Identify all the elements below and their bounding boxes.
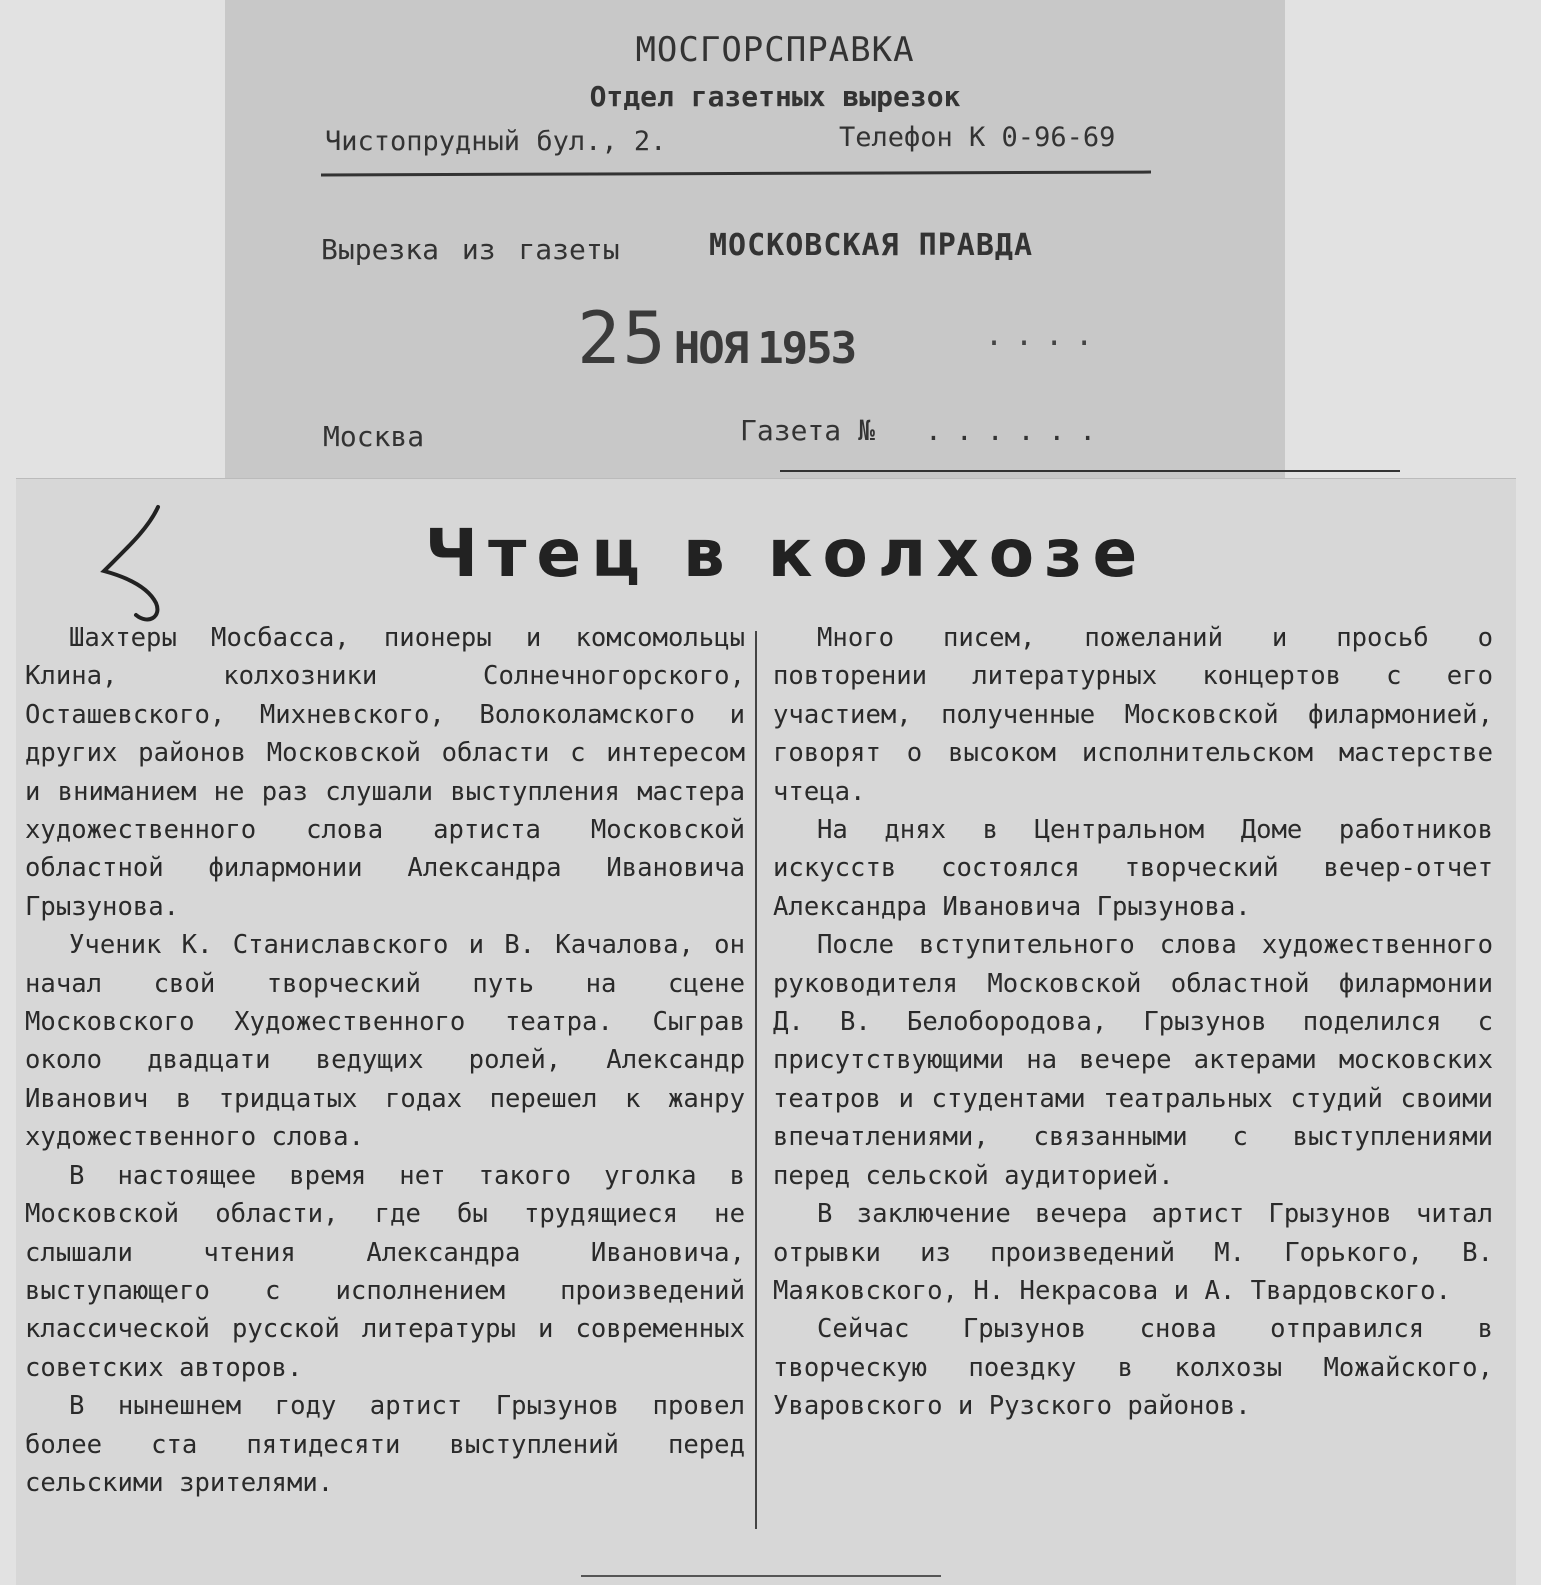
date-stamp [577, 296, 855, 380]
issue-label: Газета № [740, 414, 875, 447]
issue-dots: ...... [925, 414, 1111, 447]
paragraph: В настоящее время нет такого уголка в Московской области, где бы трудящиеся не слышали чтения Александра Ивановича, выступающего с исполнением произведений классической русской литературы и современных советских авторов. [25, 1160, 745, 1383]
newspaper-name: МОСКОВСКАЯ ПРАВДА [709, 228, 1034, 263]
organization-name: МОСГОРСПРАВКА [635, 30, 915, 70]
footer-rule [581, 1575, 941, 1577]
department-name: Отдел газетных вырезок [589, 80, 961, 113]
article-right-column [773, 619, 1493, 1426]
header-divider [321, 171, 1151, 177]
column-divider [755, 631, 757, 1529]
paragraph: Много писем, пожеланий и просьб о повторении литературных концертов с его участием, полученные Московской филармонией, говорят о высоком исполнительском мастерстве чтеца. [773, 623, 1493, 807]
paragraph: Ученик К. Станиславского и В. Качалова, он начал свой творческий путь на сцене Московского Художественного театра. Сыграв около двадцати ведущих ролей, Александр Иванович в тридцатых годах перешел к жанру художественного слова. [25, 930, 745, 1153]
date-trailing-dots: .... [985, 318, 1106, 353]
paragraph: В заключение вечера артист Грызунов читал отрывки из произведений М. Горького, В. Маяковского, Н. Некрасова и А. Твардовского. [773, 1199, 1493, 1306]
clipping-from-label: Вырезка из газеты [321, 233, 620, 266]
address: Чистопрудный бул., 2. [325, 126, 667, 157]
paragraph: Шахтеры Мосбасса, пионеры и комсомольцы Клина, колхозники Солнечногорского, Осташевского, Михневского, Волоколамского и других районов Московской области с интересом и вниманием не раз слушали выступления мастера художественного слова артиста Московской областной филармонии Александра Ивановича Грызунова. [25, 623, 745, 922]
paragraph: После вступительного слова художественного руководителя Московской областной филармонии Д. В. Белобородова, Грызунов поделился с присутствующими на вечере актерами московских театров и студентами театральных студий своими впечатлениями, связанными с выступлениями перед сельской аудиторией. [773, 930, 1493, 1191]
article-left-column [25, 619, 745, 1502]
date-day: 25 [577, 296, 668, 380]
issue-underline [780, 470, 1400, 472]
article-title: Чтец в колхозе [424, 515, 1148, 592]
city: Москва [323, 420, 425, 453]
phone: Телефон К 0-96-69 [839, 122, 1116, 153]
date-month: НОЯ [673, 323, 748, 374]
paragraph: В нынешнем году артист Грызунов провел более ста пятидесяти выступлений перед сельскими зрителями. [25, 1391, 745, 1498]
date-year: 1953 [757, 323, 856, 374]
paragraph: На днях в Центральном Доме работников искусств состоялся творческий вечер-отчет Александра Ивановича Грызунова. [773, 815, 1493, 922]
paragraph: Сейчас Грызунов снова отправился в творческую поездку в колхозы Можайского, Уваровского и Рузского районов. [773, 1314, 1493, 1422]
newspaper-clipping [16, 478, 1516, 1585]
clipping-service-slip [225, 0, 1285, 486]
